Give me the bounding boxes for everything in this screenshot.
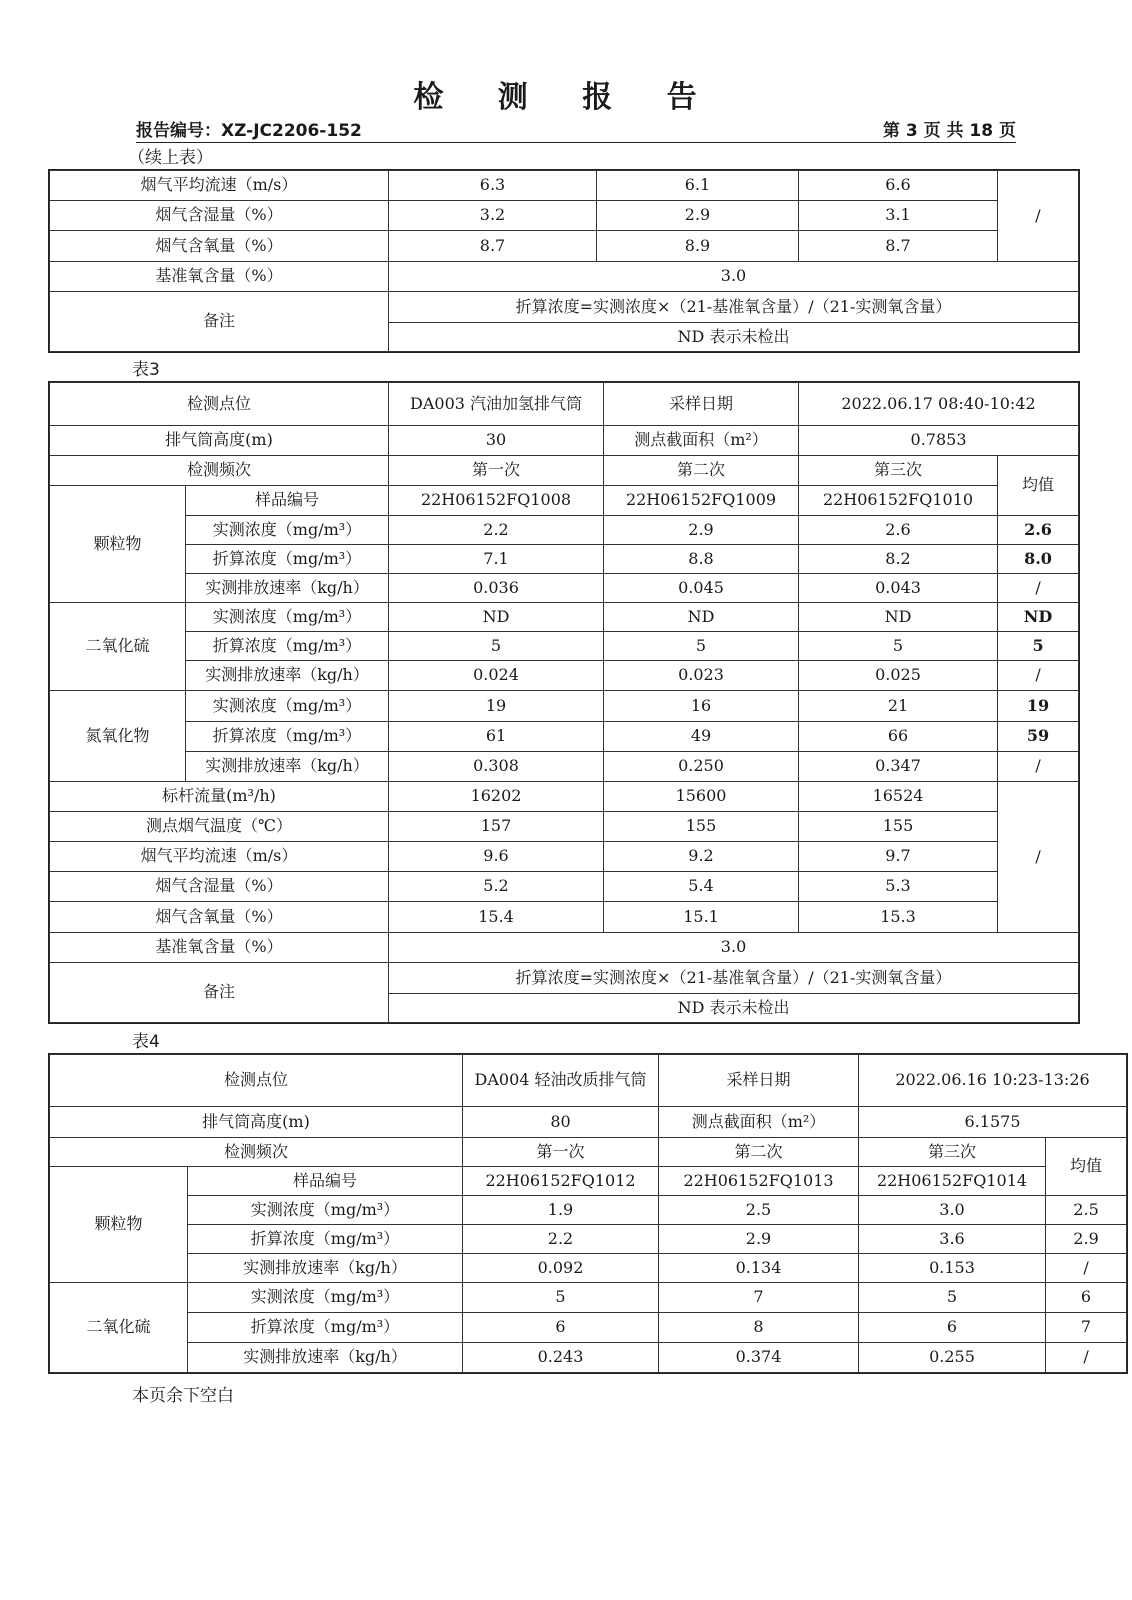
sample-id: 22H06152FQ1012 <box>463 1167 659 1196</box>
cell: 155 <box>604 812 799 842</box>
area-value: 6.1575 <box>859 1107 1127 1138</box>
row-label: 实测排放速率（kg/h） <box>186 661 389 691</box>
cell: 9.6 <box>389 842 604 872</box>
point-label: 检测点位 <box>50 1055 463 1107</box>
cell: 8.7 <box>389 231 597 262</box>
table-row <box>50 1138 1127 1167</box>
remark-label: 备注 <box>50 963 389 1023</box>
cell: 19 <box>389 691 604 722</box>
cell: 6.1 <box>597 171 799 201</box>
table-row <box>50 722 1079 752</box>
cell: 5.3 <box>799 872 998 902</box>
report-header <box>136 114 1016 143</box>
avg-header: 均值 <box>1046 1138 1127 1196</box>
row-label: 实测浓度（mg/m³） <box>186 516 389 545</box>
run-label: 第一次 <box>463 1138 659 1167</box>
table-row <box>50 752 1079 782</box>
cell: 155 <box>799 812 998 842</box>
table-row <box>50 691 1079 722</box>
run-label: 第一次 <box>389 456 604 486</box>
table-row <box>50 426 1079 456</box>
cell: 2.9 <box>604 516 799 545</box>
avg-slash: / <box>998 782 1079 933</box>
cell: 8.7 <box>799 231 998 262</box>
table-row <box>50 1107 1127 1138</box>
cell: 0.250 <box>604 752 799 782</box>
cell: 0.023 <box>604 661 799 691</box>
table-3 <box>49 382 1079 1023</box>
avg-cell: 2.5 <box>1046 1196 1127 1225</box>
row-label: 折算浓度（mg/m³） <box>186 722 389 752</box>
row-label: 基准氧含量（%） <box>50 262 389 292</box>
cell: 6.6 <box>799 171 998 201</box>
point-label: 检测点位 <box>50 383 389 426</box>
cell: 6 <box>463 1313 659 1343</box>
run-label: 第三次 <box>799 456 998 486</box>
row-label: 实测浓度（mg/m³） <box>186 603 389 632</box>
continued-table <box>49 170 1079 352</box>
page-number: 第 3 页 共 18 页 <box>882 121 1016 141</box>
table-row <box>50 545 1079 574</box>
table-caption: 表4 <box>132 1032 160 1052</box>
cell: 61 <box>389 722 604 752</box>
cell: 2.9 <box>597 201 799 231</box>
run-label: 第三次 <box>859 1138 1046 1167</box>
date-label: 采样日期 <box>659 1055 859 1107</box>
row-label: 烟气含湿量（%） <box>50 201 389 231</box>
freq-label: 检测频次 <box>50 1138 463 1167</box>
avg-cell: / <box>998 661 1079 691</box>
area-value: 0.7853 <box>799 426 1079 456</box>
group-name: 氮氧化物 <box>50 691 186 782</box>
avg-cell: / <box>998 752 1079 782</box>
row-label: 基准氧含量（%） <box>50 933 389 963</box>
row-label: 折算浓度（mg/m³） <box>186 632 389 661</box>
avg-cell: 2.6 <box>998 516 1079 545</box>
page-title: 检 测 报 告 <box>413 80 719 115</box>
cell: 0.092 <box>463 1254 659 1283</box>
row-label: 标杆流量(m³/h) <box>50 782 389 812</box>
cell: 2.5 <box>659 1196 859 1225</box>
cell: 0.043 <box>799 574 998 603</box>
row-label: 烟气含氧量（%） <box>50 231 389 262</box>
row-label: 实测排放速率（kg/h） <box>188 1254 463 1283</box>
height-value: 30 <box>389 426 604 456</box>
table-row <box>50 902 1079 933</box>
footer-note: 本页余下空白 <box>132 1386 234 1406</box>
formula-note: 折算浓度=实测浓度×（21-基准氧含量）/（21-实测氧含量） <box>389 292 1079 323</box>
cell: 5 <box>604 632 799 661</box>
report-number: 报告编号：XZ-JC2206-152 <box>136 121 362 141</box>
cell: 15.4 <box>389 902 604 933</box>
table-4 <box>49 1054 1127 1373</box>
table-row <box>50 1225 1127 1254</box>
cell: 16202 <box>389 782 604 812</box>
row-label: 烟气平均流速（m/s） <box>50 171 389 201</box>
row-label: 实测排放速率（kg/h） <box>188 1343 463 1373</box>
cell: 0.024 <box>389 661 604 691</box>
table-row <box>50 574 1079 603</box>
row-label: 烟气平均流速（m/s） <box>50 842 389 872</box>
avg-cell: ND <box>998 603 1079 632</box>
row-label: 实测浓度（mg/m³） <box>186 691 389 722</box>
row-label: 实测浓度（mg/m³） <box>188 1196 463 1225</box>
formula-note: 折算浓度=实测浓度×（21-基准氧含量）/（21-实测氧含量） <box>389 963 1079 994</box>
table-row <box>50 1167 1127 1196</box>
table-row <box>50 1313 1127 1343</box>
point-value: DA003 汽油加氢排气筒 <box>389 383 604 426</box>
remark-label: 备注 <box>50 292 389 352</box>
avg-cell: / <box>1046 1343 1127 1373</box>
avg-slash: / <box>998 171 1079 262</box>
date-label: 采样日期 <box>604 383 799 426</box>
cell: 6.3 <box>389 171 597 201</box>
cell: 0.036 <box>389 574 604 603</box>
table-row <box>50 1254 1127 1283</box>
sample-id: 22H06152FQ1010 <box>799 486 998 516</box>
nd-note: ND 表示未检出 <box>389 994 1079 1023</box>
cell: 2.2 <box>389 516 604 545</box>
table-row <box>50 292 1079 323</box>
avg-cell: 7 <box>1046 1313 1127 1343</box>
cell: 0.347 <box>799 752 998 782</box>
table-row <box>50 812 1079 842</box>
run-label: 第二次 <box>659 1138 859 1167</box>
height-label: 排气筒高度(m) <box>50 1107 463 1138</box>
area-label: 测点截面积（m²） <box>604 426 799 456</box>
avg-cell: 19 <box>998 691 1079 722</box>
avg-cell: 2.9 <box>1046 1225 1127 1254</box>
date-value: 2022.06.17 08:40-10:42 <box>799 383 1079 426</box>
cell: 5.2 <box>389 872 604 902</box>
table-row <box>50 516 1079 545</box>
point-value: DA004 轻油改质排气筒 <box>463 1055 659 1107</box>
cell: 15600 <box>604 782 799 812</box>
cell: 3.6 <box>859 1225 1046 1254</box>
cell: 16 <box>604 691 799 722</box>
group-name: 二氧化硫 <box>50 603 186 691</box>
cell: 3.2 <box>389 201 597 231</box>
cell: 2.6 <box>799 516 998 545</box>
cell: 8.8 <box>604 545 799 574</box>
cell: 16524 <box>799 782 998 812</box>
cell: 8.2 <box>799 545 998 574</box>
row-label: 实测排放速率（kg/h） <box>186 574 389 603</box>
cell: 9.7 <box>799 842 998 872</box>
cell: 49 <box>604 722 799 752</box>
date-value: 2022.06.16 10:23-13:26 <box>859 1055 1127 1107</box>
cell: 8.9 <box>597 231 799 262</box>
avg-cell: 8.0 <box>998 545 1079 574</box>
cell: 15.3 <box>799 902 998 933</box>
table-caption: 表3 <box>132 360 160 380</box>
table-row <box>50 383 1079 426</box>
cell: 21 <box>799 691 998 722</box>
height-value: 80 <box>463 1107 659 1138</box>
cell: 0.243 <box>463 1343 659 1373</box>
area-label: 测点截面积（m²） <box>659 1107 859 1138</box>
run-label: 第二次 <box>604 456 799 486</box>
row-label: 折算浓度（mg/m³） <box>188 1225 463 1254</box>
table-row <box>50 632 1079 661</box>
avg-header: 均值 <box>998 456 1079 516</box>
cell: 5 <box>799 632 998 661</box>
cell: 7.1 <box>389 545 604 574</box>
avg-cell: 59 <box>998 722 1079 752</box>
cell: 9.2 <box>604 842 799 872</box>
cell: 0.374 <box>659 1343 859 1373</box>
cell: ND <box>604 603 799 632</box>
base-o2-value: 3.0 <box>389 262 1079 292</box>
sample-label: 样品编号 <box>188 1167 463 1196</box>
table-row <box>50 1055 1127 1107</box>
group-name: 颗粒物 <box>50 486 186 603</box>
cell: 5.4 <box>604 872 799 902</box>
row-label: 实测浓度（mg/m³） <box>188 1283 463 1313</box>
table-row <box>50 603 1079 632</box>
cell: 6 <box>859 1313 1046 1343</box>
cell: 7 <box>659 1283 859 1313</box>
group-name: 二氧化硫 <box>50 1283 188 1373</box>
avg-cell: / <box>998 574 1079 603</box>
table-row <box>50 661 1079 691</box>
nd-note: ND 表示未检出 <box>389 323 1079 352</box>
height-label: 排气筒高度(m) <box>50 426 389 456</box>
sample-id: 22H06152FQ1009 <box>604 486 799 516</box>
table-row <box>50 262 1079 292</box>
cell: 3.1 <box>799 201 998 231</box>
row-label: 测点烟气温度（℃） <box>50 812 389 842</box>
cell: 1.9 <box>463 1196 659 1225</box>
sample-id: 22H06152FQ1008 <box>389 486 604 516</box>
table-row <box>50 872 1079 902</box>
table-row <box>50 171 1079 201</box>
table-row <box>50 201 1079 231</box>
sample-id: 22H06152FQ1014 <box>859 1167 1046 1196</box>
cell: 0.255 <box>859 1343 1046 1373</box>
cell: 2.9 <box>659 1225 859 1254</box>
sample-label: 样品编号 <box>186 486 389 516</box>
row-label: 实测排放速率（kg/h） <box>186 752 389 782</box>
table-row <box>50 842 1079 872</box>
cell: 8 <box>659 1313 859 1343</box>
row-label: 折算浓度（mg/m³） <box>186 545 389 574</box>
cell: ND <box>799 603 998 632</box>
cell: 0.308 <box>389 752 604 782</box>
cell: 5 <box>463 1283 659 1313</box>
avg-cell: 6 <box>1046 1283 1127 1313</box>
row-label: 烟气含湿量（%） <box>50 872 389 902</box>
row-label: 烟气含氧量（%） <box>50 902 389 933</box>
continued-label: （续上表） <box>128 148 213 168</box>
cell: 157 <box>389 812 604 842</box>
cell: 0.025 <box>799 661 998 691</box>
freq-label: 检测频次 <box>50 456 389 486</box>
table-row <box>50 963 1079 994</box>
table-row <box>50 231 1079 262</box>
cell: 2.2 <box>463 1225 659 1254</box>
cell: 5 <box>389 632 604 661</box>
cell: 0.045 <box>604 574 799 603</box>
table-row <box>50 782 1079 812</box>
table-row <box>50 456 1079 486</box>
avg-cell: 5 <box>998 632 1079 661</box>
group-name: 颗粒物 <box>50 1167 188 1283</box>
base-o2-value: 3.0 <box>389 933 1079 963</box>
row-label: 折算浓度（mg/m³） <box>188 1313 463 1343</box>
table-row <box>50 933 1079 963</box>
table-row <box>50 1283 1127 1313</box>
avg-cell: / <box>1046 1254 1127 1283</box>
cell: ND <box>389 603 604 632</box>
table-row <box>50 486 1079 516</box>
cell: 15.1 <box>604 902 799 933</box>
table-row <box>50 1343 1127 1373</box>
table-row <box>50 1196 1127 1225</box>
cell: 3.0 <box>859 1196 1046 1225</box>
cell: 5 <box>859 1283 1046 1313</box>
cell: 66 <box>799 722 998 752</box>
sample-id: 22H06152FQ1013 <box>659 1167 859 1196</box>
cell: 0.134 <box>659 1254 859 1283</box>
cell: 0.153 <box>859 1254 1046 1283</box>
